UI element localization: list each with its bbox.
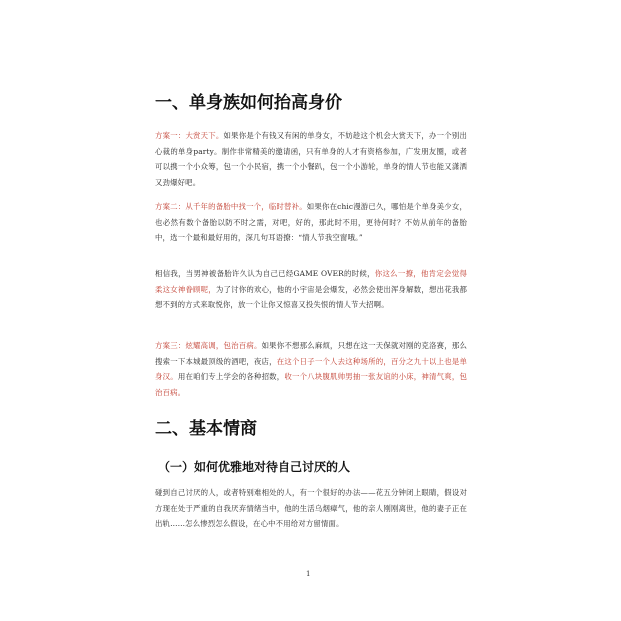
- plan-3-label: 方案三：炫耀高调，包治百病。: [155, 341, 262, 350]
- plan-3-body-b: 用在咱们专上学会的各种招数，: [177, 372, 285, 381]
- plan-1-body: 如果你是个有钱又有闲的单身女，不妨趁这个机会大赏天下，办一个别出心裁的单身party。制作非常精美的邀请函，只有单身的人才有资格参加，广发朋友圈，或者可以携一个小众筹，包一个小民宿，携一个小餐趴，包一个小游轮，单身的情人节也能又潇洒又劲爆好吧。: [155, 131, 467, 187]
- plan-2-cont-highlight: 你这么一撩，他肯定会觉得柔这女神眷顾呢，: [155, 269, 467, 294]
- plan-2-label: 方案二：从千年的备胎中找一个，临时替补。: [155, 202, 307, 211]
- plan-3-highlight-a: 在这个日子一个人去这种场所的，百分之九十以上也是单身汉。: [155, 356, 467, 381]
- subsection-heading-1: （一）如何优雅地对待自己讨厌的人: [158, 460, 351, 474]
- plan-2-cont-body-a: 相信我，当男神被备胎许久认为自己已经GAME OVER的时候，: [155, 269, 375, 278]
- paragraph-subsection-1: 碰到自己讨厌的人，或者特别难相处的人，有一个很好的办法——花五分钟闭上眼睛，假设对方现在处于严重的自我厌弃情绪当中，他的生活乌烟瘴气，他的亲人刚刚离世，他的妻子正在出轨……怎么惨烈怎么假设，在心中不用给对方留情面。: [155, 488, 467, 528]
- plan-2-cont-body-b: 为了讨你的欢心，他的小宇宙是会爆发，必然会使出浑身解数，想出花我都想不到的方式来取悦你，放一个让你又惊喜又投失恨的情人节大招啊。: [155, 284, 467, 309]
- plan-1-label: 方案一：大赏天下。: [155, 131, 224, 140]
- page-number: 1: [306, 570, 311, 578]
- paragraph-plan-1: [155, 128, 467, 190]
- plan-2-body: 如果你在chic漫游已久，哪怕是个单身美少女，也必然有数个备胎以防不时之需，对吧，好的，那此时不用，更待何时？不妨从前年的备胎中，选一个最和最好用的，深几句耳语撩：“情人节我空窗哦。”: [155, 202, 467, 242]
- section-heading-1: 一、单身族如何抬高身价: [155, 93, 342, 113]
- plan-3-body-a: 如果你不想那么麻烦，只想在这一天保就对刚的克洛赛，那么搜索一下本城最顶级的酒吧，夜店，: [155, 341, 467, 366]
- section-heading-2: 二、基本情商: [155, 419, 257, 439]
- paragraph-plan-2-continued: [155, 266, 467, 313]
- paragraph-plan-3: [155, 338, 467, 400]
- paragraph-plan-2: [155, 199, 467, 246]
- plan-3-highlight-b: 收一个八块腹肌帅男抽一张友谊的小床，神清气爽，包治百病。: [155, 372, 468, 397]
